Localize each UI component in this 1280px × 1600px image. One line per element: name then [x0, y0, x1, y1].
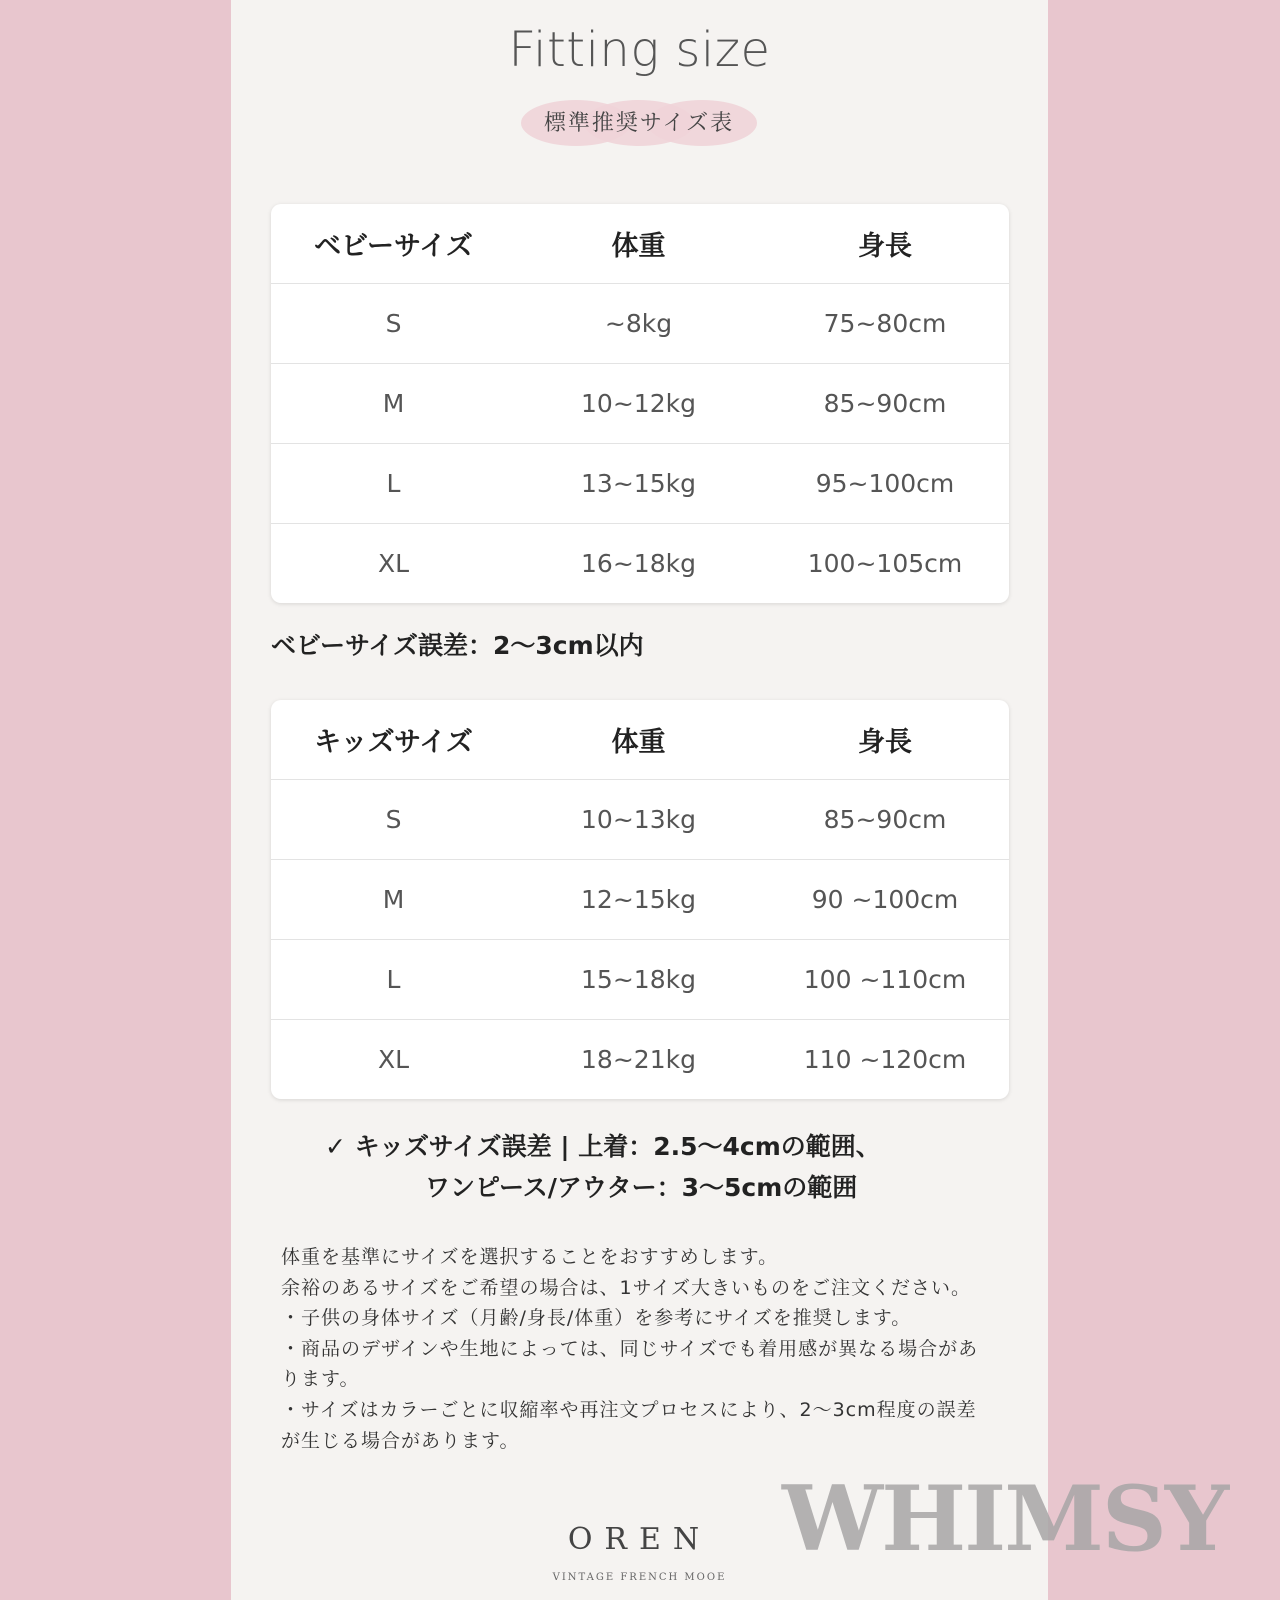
- table-row: [271, 283, 1009, 363]
- size-cell: XL: [377, 1045, 410, 1074]
- height-cell: 90 ~100cm: [811, 885, 959, 914]
- kids-size-table: [271, 700, 1009, 1099]
- weight-cell: ~8kg: [604, 309, 673, 338]
- header-size: ベビーサイズ: [314, 231, 473, 262]
- weight-cell: 10~13kg: [581, 805, 696, 834]
- height-cell: 100 ~110cm: [803, 965, 967, 994]
- guidance-paragraph: ・サイズはカラーごとに収縮率や再注文プロセスにより、2～3cm程度の誤差が生じる場合があります。: [281, 1398, 977, 1452]
- header-weight: 体重: [611, 727, 666, 758]
- size-guidance-text: [281, 1242, 991, 1456]
- height-cell: 95~100cm: [815, 469, 955, 498]
- content-panel: [231, 0, 1048, 1600]
- header-height: 身長: [858, 727, 912, 758]
- table-row: [271, 939, 1009, 1019]
- size-cell: L: [386, 469, 401, 498]
- guidance-paragraph: ・子供の身体サイズ（月齢/身長/体重）を参考にサイズを推奨します。: [281, 1307, 912, 1330]
- kids-note-line1: ✓ キッズサイズ誤差 | 上着：2.5～4cmの範囲、: [325, 1132, 881, 1161]
- header-size: キッズサイズ: [314, 727, 473, 758]
- height-cell: 85~90cm: [823, 389, 947, 418]
- baby-size-note: ベビーサイズ誤差：2～3cm以内: [271, 631, 644, 660]
- size-cell: S: [385, 805, 402, 834]
- page-title: Fitting size: [508, 22, 771, 78]
- height-cell: 85~90cm: [823, 805, 947, 834]
- weight-cell: 12~15kg: [581, 885, 696, 914]
- height-cell: 110 ~120cm: [803, 1045, 967, 1074]
- weight-cell: 18~21kg: [581, 1045, 696, 1074]
- size-cell: L: [386, 965, 401, 994]
- size-cell: M: [382, 885, 405, 914]
- table-header-row: [271, 700, 1009, 779]
- brand-logo: OREN: [567, 1522, 712, 1557]
- table-row: [271, 443, 1009, 523]
- brand-tagline: VINTAGE FRENCH MOOE: [552, 1572, 727, 1583]
- table-header-row: [271, 204, 1009, 283]
- weight-cell: 16~18kg: [581, 549, 696, 578]
- height-cell: 100~105cm: [807, 549, 963, 578]
- header-weight: 体重: [611, 231, 666, 262]
- watermark: WHIMSY: [782, 1466, 1228, 1572]
- table-row: [271, 859, 1009, 939]
- size-cell: M: [382, 389, 405, 418]
- kids-size-note: [325, 1126, 881, 1208]
- size-cell: XL: [377, 549, 410, 578]
- table-row: [271, 779, 1009, 859]
- subtitle-text: 標準推奨サイズ表: [543, 111, 735, 136]
- guidance-paragraph: ・商品のデザインや生地によっては、同じサイズでも着用感が異なる場合があります。: [281, 1337, 979, 1391]
- height-cell: 75~80cm: [823, 309, 947, 338]
- size-cell: S: [385, 309, 402, 338]
- baby-size-table: [271, 204, 1009, 603]
- table-row: [271, 1019, 1009, 1099]
- table-row: [271, 523, 1009, 603]
- table-row: [271, 363, 1009, 443]
- subtitle-badge: [521, 96, 757, 148]
- weight-cell: 13~15kg: [581, 469, 696, 498]
- weight-cell: 10~12kg: [581, 389, 696, 418]
- guidance-paragraph: 余裕のあるサイズをご希望の場合は、1サイズ大きいものをご注文ください。: [281, 1276, 972, 1299]
- kids-note-line2: ワンピース/アウター：3～5cmの範囲: [425, 1173, 858, 1202]
- guidance-paragraph: 体重を基準にサイズを選択することをおすすめします。: [281, 1246, 779, 1268]
- weight-cell: 15~18kg: [581, 965, 696, 994]
- header-height: 身長: [858, 231, 912, 262]
